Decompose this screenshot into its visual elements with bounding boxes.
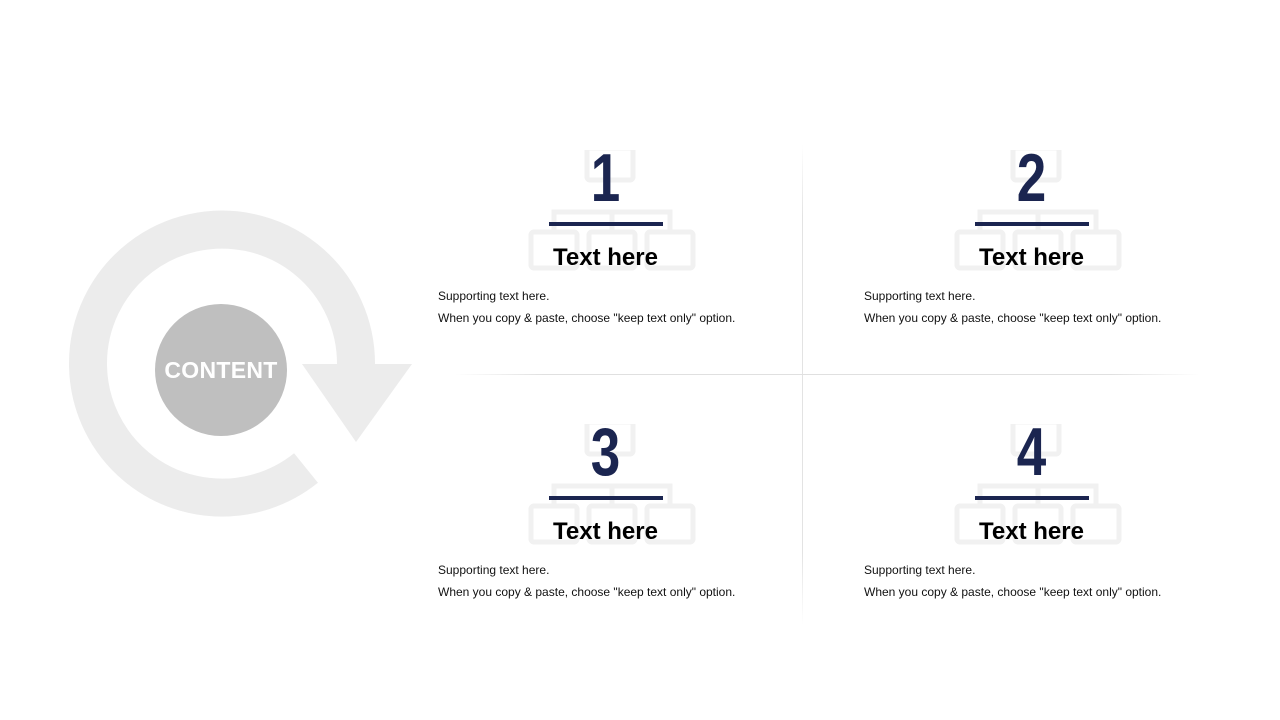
item-supporting-text: When you copy & paste, choose "keep text only" option. — [864, 311, 1162, 325]
item-supporting-text: Supporting text here. — [438, 289, 550, 303]
accent-bar — [975, 496, 1089, 500]
item-4 — [864, 414, 1204, 644]
vertical-divider — [802, 145, 803, 625]
item-supporting-text: When you copy & paste, choose "keep text only" option. — [864, 585, 1162, 599]
item-supporting-text: When you copy & paste, choose "keep text only" option. — [438, 311, 736, 325]
item-number: 4 — [1016, 414, 1047, 490]
item-2 — [864, 140, 1204, 370]
item-number: 3 — [590, 414, 621, 490]
item-title: Text here — [979, 518, 1084, 545]
item-number: 1 — [590, 140, 621, 216]
content-label: CONTENT — [164, 356, 278, 383]
item-supporting-text: Supporting text here. — [864, 289, 976, 303]
item-supporting-text: Supporting text here. — [864, 563, 976, 577]
accent-bar — [975, 222, 1089, 226]
item-supporting-text: When you copy & paste, choose "keep text only" option. — [438, 585, 736, 599]
item-number: 2 — [1016, 140, 1047, 216]
accent-bar — [549, 222, 663, 226]
item-1 — [438, 140, 778, 370]
content-circle — [155, 304, 287, 436]
item-3 — [438, 414, 778, 644]
horizontal-divider — [455, 374, 1200, 375]
item-title: Text here — [553, 244, 658, 271]
item-supporting-text: Supporting text here. — [438, 563, 550, 577]
accent-bar — [549, 496, 663, 500]
item-title: Text here — [979, 244, 1084, 271]
item-title: Text here — [553, 518, 658, 545]
